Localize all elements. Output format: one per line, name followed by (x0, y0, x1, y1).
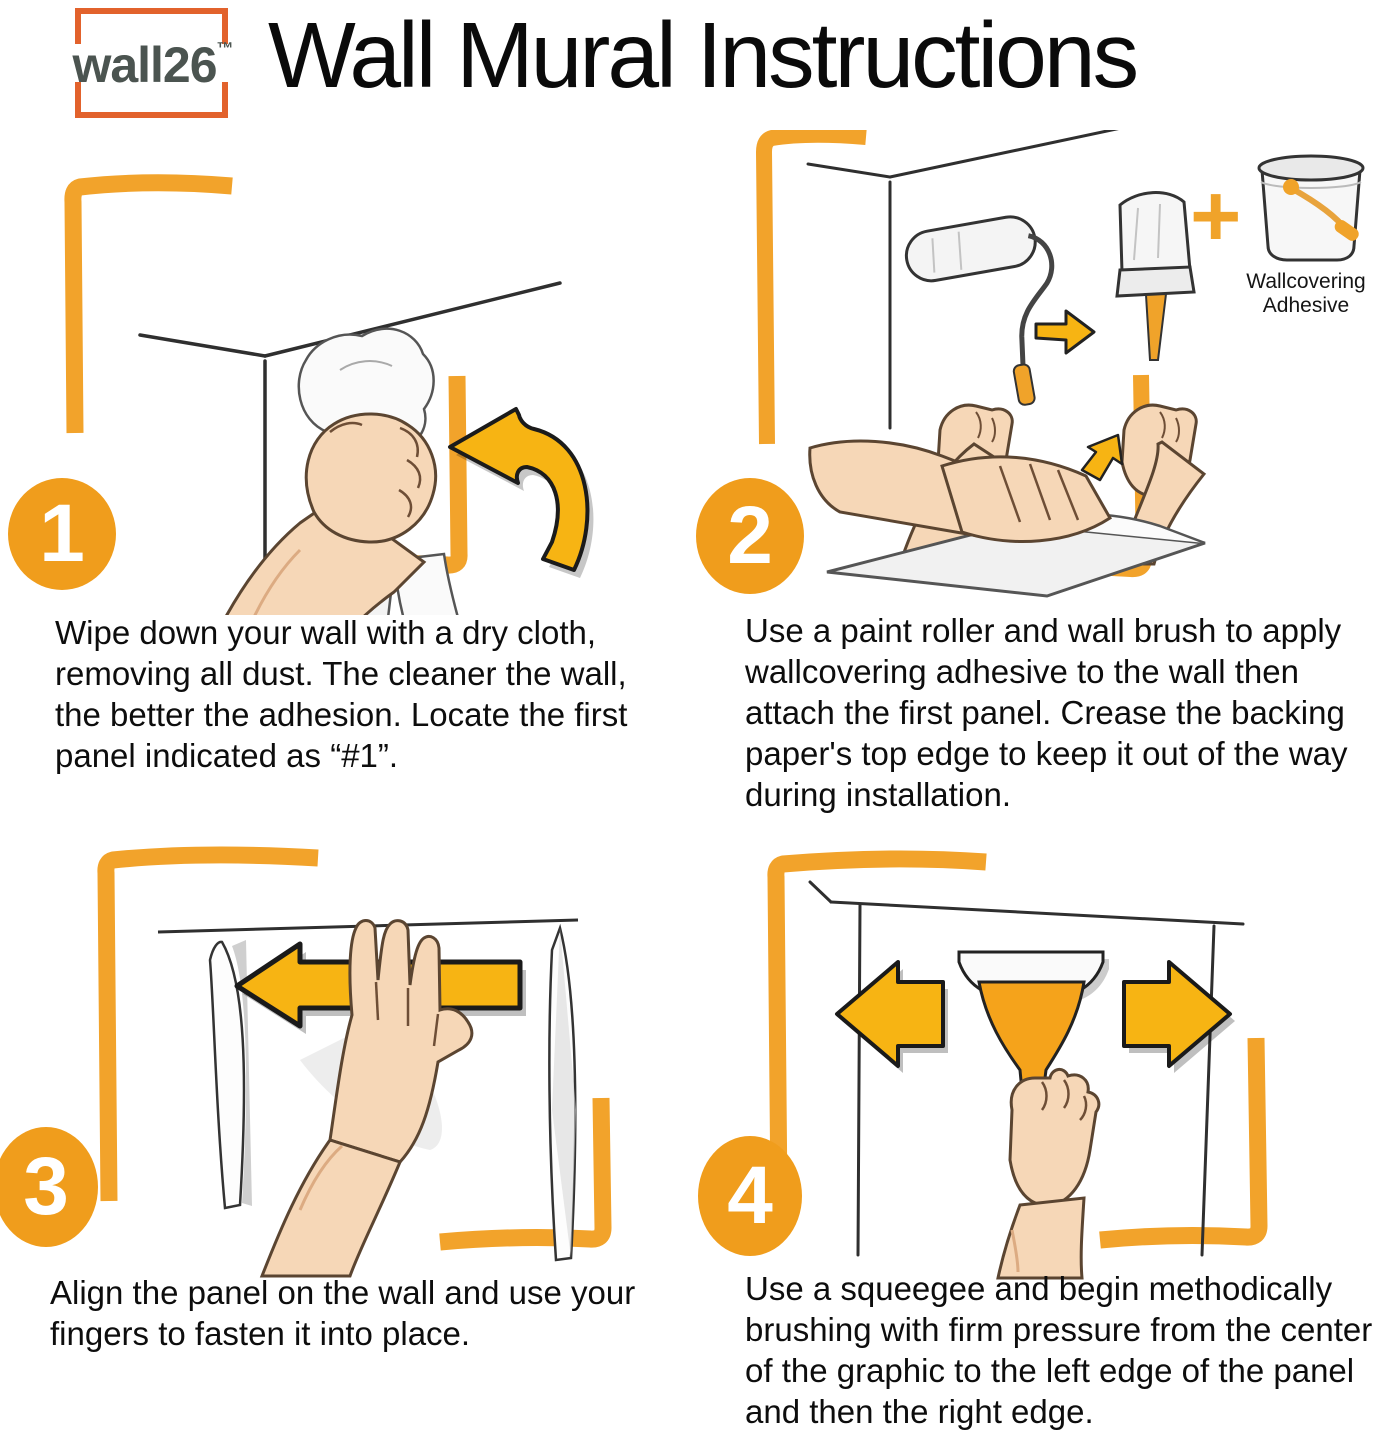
wall-corner-lines (808, 130, 1140, 428)
step-4-number: 4 (727, 1150, 773, 1241)
corner-bracket-bottom-right (440, 1098, 603, 1242)
step-2-badge (696, 478, 804, 594)
adhesive-bucket-icon (1259, 156, 1363, 260)
plus-icon: + (1190, 166, 1242, 265)
page-title: Wall Mural Instructions (268, 3, 1137, 107)
fist-illustration (306, 414, 435, 542)
logo-text: wall26™ (72, 37, 234, 93)
gripping-hand (1010, 1069, 1099, 1206)
corner-bracket-top-left (764, 135, 866, 444)
wall26-logo (72, 8, 234, 118)
step-4-section (690, 810, 1377, 1435)
step-3-section (0, 810, 690, 1435)
step-2-text: Use a paint roller and wall brush to apply wallcovering adhesive to the wall then attach the first panel. Crease the backing paper's top edge to keep it out of the way during installation. (745, 612, 1348, 813)
step-2-number: 2 (727, 490, 773, 581)
gripping-forearm (998, 1198, 1084, 1278)
step-1-text: Wipe down your wall with a dry cloth, removing all dust. The cleaner the wall, the better the adhesion. Locate the first panel indicated as “#1”. (55, 614, 628, 774)
wall-brush-icon (1117, 193, 1194, 360)
step-1-section (0, 130, 690, 790)
step-3-text: Align the panel on the wall and use your fingers to fasten it into place. (50, 1274, 636, 1352)
step-4-text: Use a squeegee and begin methodically brushing with firm pressure from the center of the graphic to the left edge of the panel and then the right edge. (745, 1270, 1373, 1430)
corner-bracket-top-left (106, 855, 318, 1201)
up-right-arrow-icon (1082, 435, 1122, 480)
corner-bracket-top-left (73, 183, 232, 433)
curved-arrow-icon (450, 409, 587, 570)
paint-roller-icon (902, 211, 1075, 421)
pressing-forearm (262, 1140, 400, 1276)
pressing-hand (330, 921, 472, 1163)
right-arrow-icon (1036, 311, 1094, 353)
step-1-number: 1 (39, 488, 85, 579)
adhesive-label: Wallcovering Adhesive (1246, 270, 1366, 317)
step-4-badge (698, 1136, 802, 1256)
step-3-illustration (0, 810, 690, 1280)
trademark-symbol: ™ (216, 39, 234, 58)
step-2-section (690, 130, 1377, 830)
step-1-badge (8, 478, 116, 590)
step-3-number: 3 (23, 1141, 69, 1232)
